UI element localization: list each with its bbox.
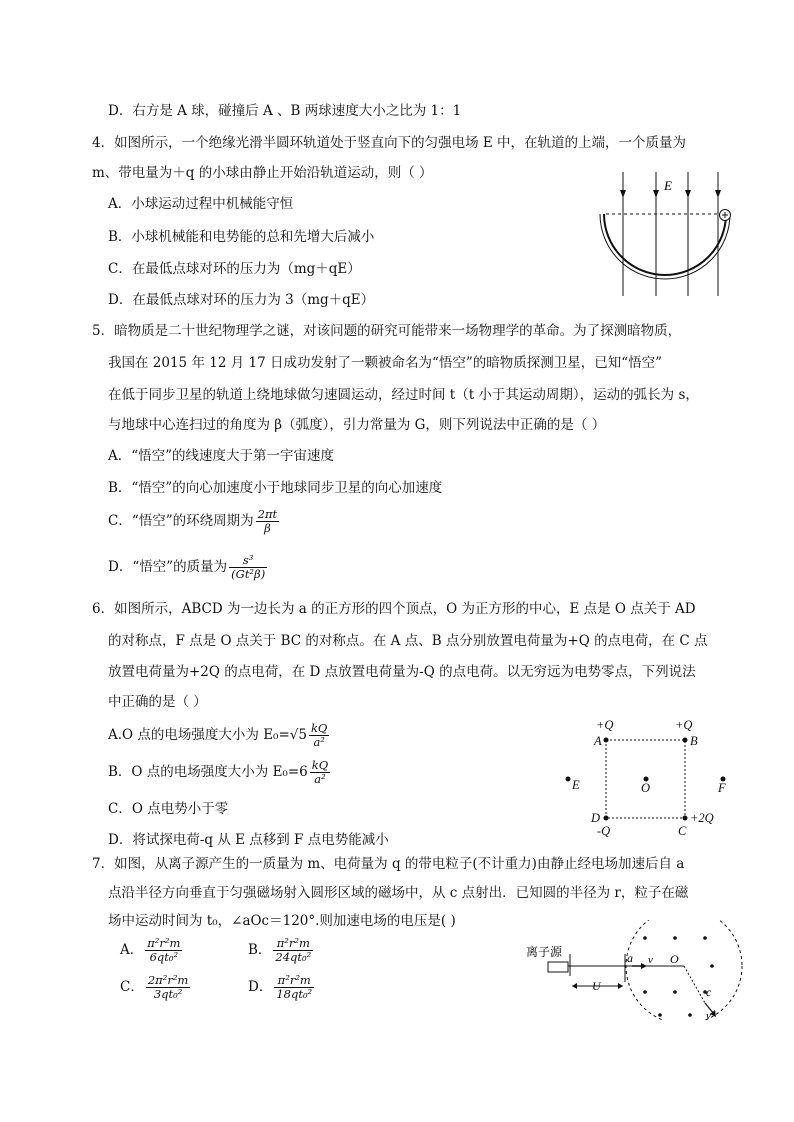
charge-a: +Q xyxy=(596,718,614,732)
q5-option-c: C．“悟空”的环绕周期为 $\frac{2\pi t}{\beta}$ xyxy=(108,507,278,535)
q7-option-b: B． $\frac{\text{π²r²m}}{\text{24qt₀²}}$ xyxy=(248,936,312,964)
q7-magnetic-field-figure xyxy=(520,920,750,1020)
velocity-label-out: v xyxy=(706,1010,711,1020)
ion-source-label: 离子源 xyxy=(526,945,563,959)
field-label-e: E xyxy=(664,178,672,193)
q7-stem-line1: 7．如图，从离子源产生的一质量为 m、电荷量为 q 的带电粒子(不计重力)由静止经电场加速后自 a xyxy=(92,856,685,872)
q6-stem-line2: 的对称点，F 点是 O 点关于 BC 的对称点。在 A 点、B 点分别放置电荷量为+Q 的点电荷，在 C 点 xyxy=(108,633,708,649)
charge-c: +2Q xyxy=(690,811,714,825)
center-o-label: O xyxy=(670,952,679,966)
label-d: D xyxy=(591,811,601,825)
charge-b: +Q xyxy=(675,718,693,732)
q4-option-d: D．在最低点球对环的压力为 3（mg＋qE） xyxy=(108,292,375,308)
label-f: F xyxy=(718,781,726,795)
q6-stem-line1: 6．如图所示，ABCD 为一边长为 a 的正方形的四个顶点，O 为正方形的中心，E 点是 O 点关于 AD xyxy=(92,601,696,617)
q7-stem-line2: 点沿半径方向垂直于匀强磁场射入圆形区域的磁场中，从 c 点射出．已知圆的半径为 r，粒子在磁 xyxy=(108,885,689,901)
label-c: C xyxy=(678,824,687,838)
point-c-label: c xyxy=(706,985,712,999)
charge-d: -Q xyxy=(597,824,611,838)
q6-stem-line3: 放置电荷量为+2Q 的点电荷，在 D 点放置电荷量为-Q 的点电荷。以无穷远为电势零点，下列说法 xyxy=(108,664,696,680)
field-region-circle xyxy=(626,920,742,1020)
label-e: E xyxy=(572,778,580,792)
q4-stem-line2: m、带电量为＋q 的小球由静止开始沿轨道运动，则（ ） xyxy=(92,165,433,181)
q5-stem-line2: 我国在 2015 年 12 月 17 日成功发射了一颗被命名为“悟空”的暗物质探测卫星，已知“悟空” xyxy=(108,355,663,371)
q7-option-a: A． $\frac{\text{π²r²m}}{\text{6qt₀²}}$ xyxy=(120,936,181,964)
q4-stem-line1: 4．如图所示，一个绝缘光滑半圆环轨道处于竖直向下的匀强电场 E 中，在轨道的上端，一个质量为 xyxy=(92,135,687,151)
q4-semicircle-figure xyxy=(598,168,746,304)
point-a xyxy=(604,738,609,743)
ion-source-box xyxy=(548,962,568,972)
point-e xyxy=(566,777,571,782)
q6-stem-line4: 中正确的是（ ） xyxy=(108,694,207,710)
q6-option-c: C．O 点电势小于零 xyxy=(108,801,229,817)
voltage-label: U xyxy=(592,979,601,993)
q5-option-d: D．“悟空”的质量为 $\frac{\text{s³}}{\text{(Gt²β)}}$ xyxy=(108,553,266,581)
q5-stem-line3: 在低于同步卫星的轨道上绕地球做匀速圆运动，经过时间 t（t 小于其运动周期），运动的弧长为 s， xyxy=(108,387,699,403)
label-a: A xyxy=(594,734,602,748)
q3-option-d: D．右方是 A 球，碰撞后 A 、B 两球速度大小之比为 1：1 xyxy=(108,103,462,119)
q4-option-b: B．小球机械能和电势能的总和先增大后减小 xyxy=(108,229,375,245)
q5-stem-line1: 5．暗物质是二十世纪物理学之谜，对该问题的研究可能带来一场物理学的革命。为了探测暗物质， xyxy=(92,323,682,339)
q4-option-a: A．小球运动过程中机械能守恒 xyxy=(108,196,294,212)
q6-option-d: D．将试探电荷-q 从 E 点移到 F 点电势能减小 xyxy=(108,832,389,848)
q5-stem-line4: 与地球中心连扫过的角度为 β（弧度），引力常量为 G，则下列说法中正确的是（ ） xyxy=(108,417,606,433)
velocity-label-in: v xyxy=(648,954,653,966)
field-dots xyxy=(643,936,714,1017)
label-o: O xyxy=(641,781,651,795)
label-b: B xyxy=(690,734,698,748)
q6-option-b: B．O 点的电场强度大小为 E₀=6 $\frac{kQ}{\text{a²}}$ xyxy=(108,758,329,786)
q7-option-c: C． $\frac{\text{2π²r²m}}{\text{3qt₀²}}$ xyxy=(120,973,189,1001)
q4-option-c: C．在最低点球对环的压力为（mg＋qE） xyxy=(108,261,361,277)
point-c xyxy=(683,816,688,821)
point-a-label: a xyxy=(627,951,633,965)
point-d xyxy=(604,816,609,821)
q7-stem-line3: 场中运动时间为 t₀，∠aOc＝120°.则加速电场的电压是( ) xyxy=(108,913,456,929)
q5-option-a: A．“悟空”的线速度大于第一宇宙速度 xyxy=(108,448,335,464)
q5-option-b: B．“悟空”的向心加速度小于地球同步卫星的向心加速度 xyxy=(108,480,443,496)
q6-square-figure xyxy=(560,714,740,838)
point-b xyxy=(683,738,688,743)
q6-option-a: A.O 点的电场强度大小为 E₀=√5 $\frac{kQ}{\text{a²}}$ xyxy=(108,721,328,749)
semicircle-track xyxy=(604,214,726,275)
q7-option-d: D． $\frac{\text{π²r²m}}{\text{18qt₀²}}$ xyxy=(248,973,313,1001)
